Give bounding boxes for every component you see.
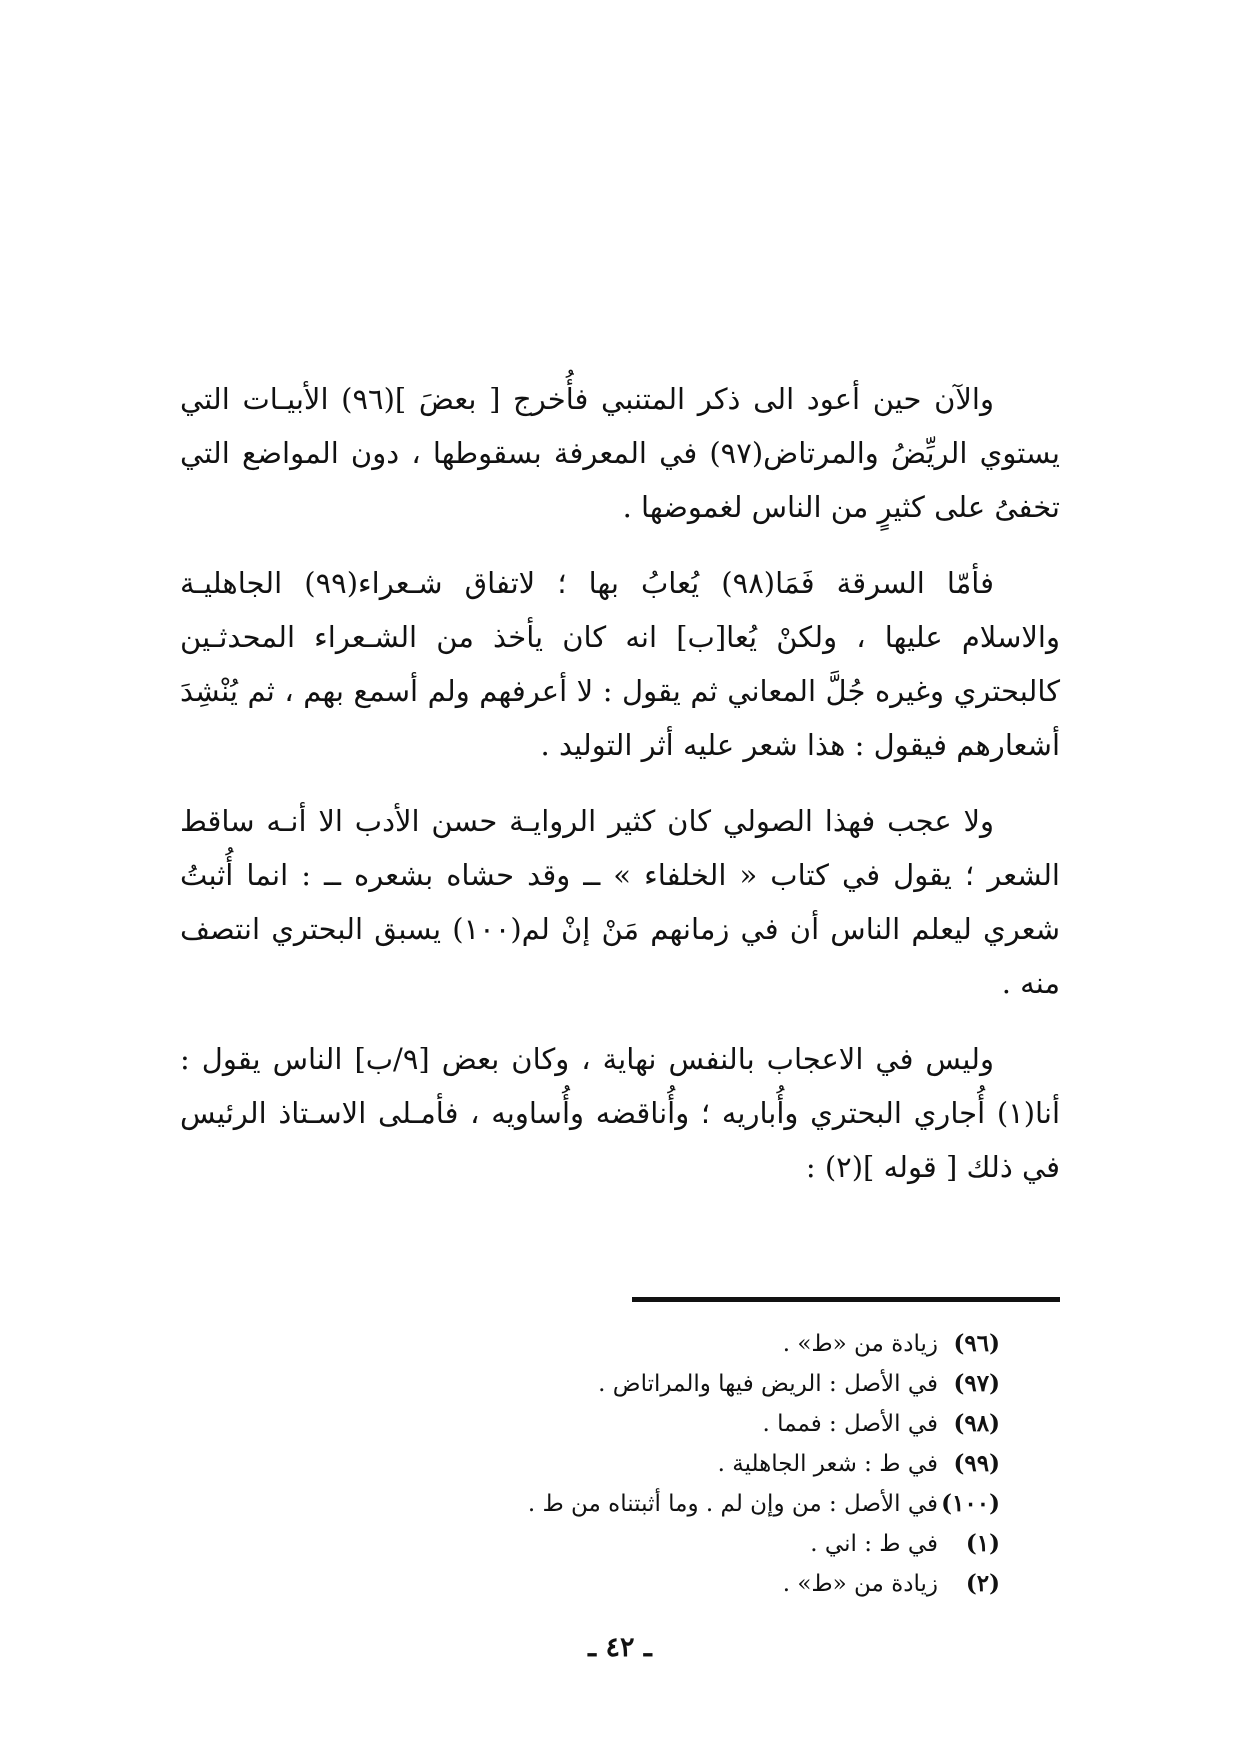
- body-text: [180, 372, 1060, 1194]
- paragraph-1: والآن حين أعود الى ذكر المتنبي فأُخرج [ بعضَ ](٩٦) الأبيـات التي يستوي الريِّضُ والمرتاض(٩٧) في المعرفة بسقوطها ، دون المواضع التي تخفىُ على كثيرٍ من الناس لغموضها .: [180, 382, 1060, 524]
- footnote-text: في الأصل : من وإن لم . وما أثبتناه من ط .: [527, 1491, 938, 1517]
- footnote-1: [180, 1524, 1000, 1564]
- footnote-98: [180, 1404, 1000, 1444]
- footnote-text: في ط : اني .: [810, 1531, 938, 1557]
- footnote-number: (٩٨): [953, 1410, 1000, 1437]
- footnote-100: [180, 1484, 1000, 1524]
- footnote-text: في الأصل : فمما .: [762, 1411, 938, 1437]
- footnote-number: (٢): [965, 1570, 1000, 1597]
- footnote-number: (١٠٠): [941, 1490, 1000, 1517]
- footnote-number: (٩٩): [953, 1450, 1000, 1477]
- footnote-text: زيادة من «ط» .: [782, 1331, 938, 1357]
- page-number: ـ ٤٢ ـ: [588, 1632, 652, 1663]
- footnotes: [180, 1324, 1000, 1604]
- paragraph-2: فأمّا السرقة فَمَا(٩٨) يُعابُ بها ؛ لاتفاق شـعراء(٩٩) الجاهليـة والاسلام عليها ، ولكنْ يُعا[ب] انه كان يأخذ من الشـعراء المحدثـين كالبحتري وغيره جُلَّ المعاني ثم يقول : لا أعرفهم ولم أسمع بهم ، ثم يُنْشِدَ أشعارهم فيقول : هذا شعر عليه أثر التوليد .: [180, 566, 1060, 762]
- paragraph-3: ولا عجب فهذا الصولي كان كثير الروايـة حسن الأدب الا أنـه ساقط الشعر ؛ يقول في كتاب « الخلفاء » ــ وقد حشاه بشعره ــ : انما أُثبتُ شعري ليعلم الناس أن في زمانهم مَنْ إنْ لم(١٠٠) يسبق البحتري انتصف منه .: [180, 804, 1060, 1000]
- footnote-number: (٩٧): [953, 1370, 1000, 1397]
- footnote-text: زيادة من «ط» .: [782, 1571, 938, 1597]
- footnote-text: في ط : شعر الجاهلية .: [717, 1451, 938, 1477]
- footnote-2: [180, 1564, 1000, 1604]
- footnote-96: [180, 1324, 1000, 1364]
- footnote-number: (٩٦): [953, 1330, 1000, 1357]
- footnote-97: [180, 1364, 1000, 1404]
- footnote-divider: [632, 1297, 1060, 1302]
- footnote-99: [180, 1444, 1000, 1484]
- footnote-number: (١): [965, 1530, 1000, 1557]
- footnote-text: في الأصل : الريض فيها والمراتاض .: [598, 1371, 938, 1397]
- paragraph-4: وليس في الاعجاب بالنفس نهاية ، وكان بعض [٩/ب] الناس يقول : أنا(١) أُجاري البحتري وأُباريه ؛ وأُناقضه وأُساويه ، فأمـلى الاسـتاذ الرئيس في ذلك [ قوله ](٢) :: [180, 1042, 1060, 1184]
